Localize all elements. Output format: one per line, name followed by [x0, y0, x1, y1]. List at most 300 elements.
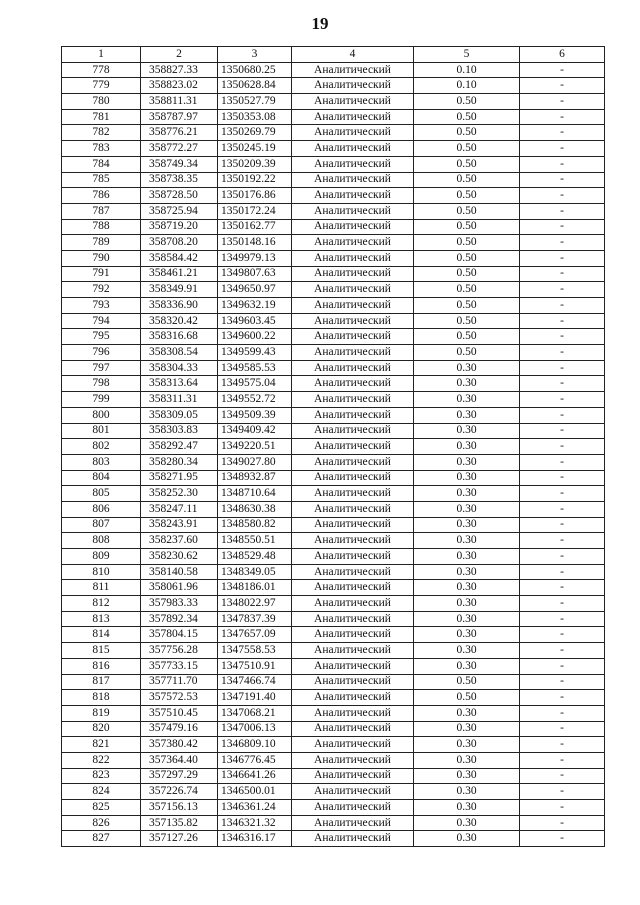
- table-row: [62, 219, 605, 235]
- table-row: [62, 313, 605, 329]
- cell-note: -: [520, 501, 605, 517]
- table-row: [62, 62, 605, 78]
- table-row: [62, 235, 605, 251]
- cell-method: Аналитический: [292, 658, 414, 674]
- cell-accuracy: 0.50: [414, 219, 520, 235]
- table-row: [62, 690, 605, 706]
- cell-method: Аналитический: [292, 282, 414, 298]
- cell-coord-y: 1349979.13: [218, 250, 292, 266]
- table-row: [62, 611, 605, 627]
- cell-note: -: [520, 125, 605, 141]
- cell-note: -: [520, 596, 605, 612]
- cell-method: Аналитический: [292, 768, 414, 784]
- table-row: [62, 454, 605, 470]
- cell-accuracy: 0.50: [414, 250, 520, 266]
- cell-note: -: [520, 407, 605, 423]
- cell-accuracy: 0.30: [414, 580, 520, 596]
- cell-method: Аналитический: [292, 376, 414, 392]
- cell-method: Аналитический: [292, 831, 414, 847]
- cell-point-number: 820: [62, 721, 141, 737]
- cell-coord-y: 1350192.22: [218, 172, 292, 188]
- cell-accuracy: 0.50: [414, 690, 520, 706]
- cell-accuracy: 0.30: [414, 501, 520, 517]
- cell-coord-x: 358725.94: [141, 203, 218, 219]
- cell-note: -: [520, 62, 605, 78]
- page-number: 19: [311, 14, 329, 33]
- cell-coord-y: 1348186.01: [218, 580, 292, 596]
- cell-coord-x: 358776.21: [141, 125, 218, 141]
- cell-note: -: [520, 705, 605, 721]
- cell-note: -: [520, 815, 605, 831]
- cell-accuracy: 0.30: [414, 737, 520, 753]
- cell-method: Аналитический: [292, 235, 414, 251]
- table-row: [62, 784, 605, 800]
- table-row: [62, 109, 605, 125]
- cell-coord-y: 1349575.04: [218, 376, 292, 392]
- cell-note: -: [520, 313, 605, 329]
- cell-method: Аналитический: [292, 125, 414, 141]
- cell-point-number: 778: [62, 62, 141, 78]
- table-row: [62, 580, 605, 596]
- table-row: [62, 172, 605, 188]
- cell-coord-x: 358584.42: [141, 250, 218, 266]
- cell-coord-x: 357510.45: [141, 705, 218, 721]
- cell-accuracy: 0.30: [414, 752, 520, 768]
- cell-method: Аналитический: [292, 156, 414, 172]
- table-row: [62, 815, 605, 831]
- header-col-1: 1: [62, 47, 141, 63]
- cell-accuracy: 0.50: [414, 172, 520, 188]
- cell-point-number: 812: [62, 596, 141, 612]
- cell-coord-x: 358309.05: [141, 407, 218, 423]
- cell-note: -: [520, 329, 605, 345]
- cell-point-number: 792: [62, 282, 141, 298]
- cell-coord-y: 1347466.74: [218, 674, 292, 690]
- cell-coord-y: 1350209.39: [218, 156, 292, 172]
- cell-accuracy: 0.30: [414, 486, 520, 502]
- cell-coord-x: 358252.30: [141, 486, 218, 502]
- cell-coord-x: 358772.27: [141, 141, 218, 157]
- cell-coord-y: 1349552.72: [218, 392, 292, 408]
- cell-coord-x: 357135.82: [141, 815, 218, 831]
- cell-point-number: 788: [62, 219, 141, 235]
- cell-method: Аналитический: [292, 486, 414, 502]
- cell-note: -: [520, 250, 605, 266]
- table-row: [62, 156, 605, 172]
- cell-accuracy: 0.50: [414, 674, 520, 690]
- table-row: [62, 392, 605, 408]
- cell-method: Аналитический: [292, 674, 414, 690]
- cell-coord-x: 357804.15: [141, 627, 218, 643]
- table-row: [62, 674, 605, 690]
- table-row: [62, 643, 605, 659]
- cell-accuracy: 0.30: [414, 517, 520, 533]
- cell-coord-x: 357297.29: [141, 768, 218, 784]
- cell-coord-x: 357127.26: [141, 831, 218, 847]
- table-row: [62, 470, 605, 486]
- cell-note: -: [520, 235, 605, 251]
- cell-method: Аналитический: [292, 266, 414, 282]
- cell-note: -: [520, 78, 605, 94]
- cell-coord-x: 358140.58: [141, 564, 218, 580]
- cell-point-number: 814: [62, 627, 141, 643]
- table-row: [62, 831, 605, 847]
- cell-note: -: [520, 439, 605, 455]
- cell-coord-y: 1348580.82: [218, 517, 292, 533]
- header-row: [62, 47, 605, 63]
- cell-method: Аналитический: [292, 643, 414, 659]
- cell-accuracy: 0.30: [414, 768, 520, 784]
- cell-coord-y: 1346316.17: [218, 831, 292, 847]
- cell-point-number: 826: [62, 815, 141, 831]
- cell-accuracy: 0.50: [414, 282, 520, 298]
- cell-accuracy: 0.30: [414, 376, 520, 392]
- table-row: [62, 486, 605, 502]
- table-row: [62, 423, 605, 439]
- cell-point-number: 782: [62, 125, 141, 141]
- cell-accuracy: 0.30: [414, 533, 520, 549]
- cell-accuracy: 0.50: [414, 125, 520, 141]
- cell-method: Аналитический: [292, 564, 414, 580]
- cell-note: -: [520, 752, 605, 768]
- cell-coord-x: 358247.11: [141, 501, 218, 517]
- cell-point-number: 781: [62, 109, 141, 125]
- cell-point-number: 795: [62, 329, 141, 345]
- cell-method: Аналитический: [292, 172, 414, 188]
- cell-point-number: 797: [62, 360, 141, 376]
- cell-note: -: [520, 298, 605, 314]
- cell-coord-x: 358308.54: [141, 345, 218, 361]
- table-row: [62, 203, 605, 219]
- cell-accuracy: 0.30: [414, 470, 520, 486]
- cell-accuracy: 0.50: [414, 94, 520, 110]
- cell-accuracy: 0.50: [414, 266, 520, 282]
- cell-coord-y: 1349603.45: [218, 313, 292, 329]
- cell-coord-x: 358311.31: [141, 392, 218, 408]
- cell-note: -: [520, 643, 605, 659]
- cell-coord-y: 1348529.48: [218, 549, 292, 565]
- table-row: [62, 266, 605, 282]
- cell-coord-x: 358827.33: [141, 62, 218, 78]
- cell-accuracy: 0.30: [414, 721, 520, 737]
- cell-point-number: 800: [62, 407, 141, 423]
- cell-point-number: 805: [62, 486, 141, 502]
- header-col-6: 6: [520, 47, 605, 63]
- cell-point-number: 791: [62, 266, 141, 282]
- cell-coord-y: 1348630.38: [218, 501, 292, 517]
- cell-note: -: [520, 721, 605, 737]
- cell-method: Аналитический: [292, 627, 414, 643]
- cell-note: -: [520, 627, 605, 643]
- cell-method: Аналитический: [292, 423, 414, 439]
- cell-accuracy: 0.30: [414, 611, 520, 627]
- cell-note: -: [520, 172, 605, 188]
- cell-point-number: 818: [62, 690, 141, 706]
- cell-note: -: [520, 737, 605, 753]
- cell-coord-x: 357364.40: [141, 752, 218, 768]
- cell-method: Аналитический: [292, 815, 414, 831]
- cell-note: -: [520, 203, 605, 219]
- cell-method: Аналитический: [292, 752, 414, 768]
- cell-point-number: 819: [62, 705, 141, 721]
- cell-point-number: 789: [62, 235, 141, 251]
- cell-coord-y: 1349807.63: [218, 266, 292, 282]
- cell-coord-y: 1347837.39: [218, 611, 292, 627]
- cell-coord-x: 358320.42: [141, 313, 218, 329]
- table-row: [62, 658, 605, 674]
- cell-coord-x: 358271.95: [141, 470, 218, 486]
- cell-method: Аналитический: [292, 407, 414, 423]
- cell-note: -: [520, 266, 605, 282]
- table-row: [62, 752, 605, 768]
- cell-coord-x: 357156.13: [141, 800, 218, 816]
- cell-note: -: [520, 580, 605, 596]
- cell-method: Аналитический: [292, 392, 414, 408]
- cell-coord-x: 358336.90: [141, 298, 218, 314]
- cell-note: -: [520, 800, 605, 816]
- cell-method: Аналитический: [292, 549, 414, 565]
- cell-coord-y: 1350245.19: [218, 141, 292, 157]
- table-row: [62, 627, 605, 643]
- table-row: [62, 705, 605, 721]
- cell-coord-y: 1349650.97: [218, 282, 292, 298]
- cell-accuracy: 0.30: [414, 360, 520, 376]
- cell-coord-y: 1349585.53: [218, 360, 292, 376]
- table-row: [62, 188, 605, 204]
- cell-method: Аналитический: [292, 721, 414, 737]
- cell-note: -: [520, 674, 605, 690]
- cell-accuracy: 0.30: [414, 705, 520, 721]
- cell-point-number: 804: [62, 470, 141, 486]
- cell-point-number: 808: [62, 533, 141, 549]
- cell-method: Аналитический: [292, 439, 414, 455]
- cell-accuracy: 0.50: [414, 109, 520, 125]
- cell-point-number: 784: [62, 156, 141, 172]
- cell-method: Аналитический: [292, 596, 414, 612]
- cell-coord-y: 1348550.51: [218, 533, 292, 549]
- cell-note: -: [520, 282, 605, 298]
- cell-point-number: 827: [62, 831, 141, 847]
- cell-point-number: 810: [62, 564, 141, 580]
- cell-coord-y: 1348022.97: [218, 596, 292, 612]
- cell-method: Аналитический: [292, 345, 414, 361]
- table-row: [62, 376, 605, 392]
- cell-accuracy: 0.30: [414, 643, 520, 659]
- cell-note: -: [520, 658, 605, 674]
- cell-method: Аналитический: [292, 203, 414, 219]
- cell-note: -: [520, 517, 605, 533]
- table-row: [62, 298, 605, 314]
- cell-accuracy: 0.50: [414, 345, 520, 361]
- cell-method: Аналитический: [292, 470, 414, 486]
- cell-note: -: [520, 109, 605, 125]
- cell-coord-y: 1349027.80: [218, 454, 292, 470]
- table-row: [62, 737, 605, 753]
- cell-coord-y: 1349220.51: [218, 439, 292, 455]
- cell-accuracy: 0.30: [414, 815, 520, 831]
- cell-coord-y: 1347558.53: [218, 643, 292, 659]
- cell-method: Аналитический: [292, 737, 414, 753]
- cell-point-number: 811: [62, 580, 141, 596]
- cell-method: Аналитический: [292, 94, 414, 110]
- cell-coord-x: 358738.35: [141, 172, 218, 188]
- table-row: [62, 78, 605, 94]
- cell-coord-x: 358304.33: [141, 360, 218, 376]
- cell-note: -: [520, 549, 605, 565]
- cell-coord-x: 357733.15: [141, 658, 218, 674]
- cell-coord-x: 357380.42: [141, 737, 218, 753]
- cell-coord-y: 1350148.16: [218, 235, 292, 251]
- cell-point-number: 796: [62, 345, 141, 361]
- cell-coord-x: 357226.74: [141, 784, 218, 800]
- cell-method: Аналитический: [292, 360, 414, 376]
- cell-accuracy: 0.30: [414, 658, 520, 674]
- coordinates-table: [61, 46, 605, 847]
- cell-coord-y: 1347006.13: [218, 721, 292, 737]
- table-row: [62, 407, 605, 423]
- cell-point-number: 793: [62, 298, 141, 314]
- cell-accuracy: 0.50: [414, 313, 520, 329]
- table-row: [62, 564, 605, 580]
- cell-method: Аналитический: [292, 188, 414, 204]
- cell-point-number: 785: [62, 172, 141, 188]
- cell-coord-x: 358292.47: [141, 439, 218, 455]
- cell-coord-x: 358749.34: [141, 156, 218, 172]
- table-row: [62, 329, 605, 345]
- cell-note: -: [520, 470, 605, 486]
- cell-method: Аналитический: [292, 580, 414, 596]
- cell-point-number: 821: [62, 737, 141, 753]
- cell-coord-x: 358061.96: [141, 580, 218, 596]
- cell-coord-x: 357572.53: [141, 690, 218, 706]
- cell-point-number: 824: [62, 784, 141, 800]
- cell-accuracy: 0.30: [414, 423, 520, 439]
- cell-method: Аналитический: [292, 800, 414, 816]
- cell-coord-y: 1346321.32: [218, 815, 292, 831]
- table-row: [62, 517, 605, 533]
- cell-coord-y: 1350680.25: [218, 62, 292, 78]
- cell-coord-x: 358230.62: [141, 549, 218, 565]
- cell-accuracy: 0.50: [414, 188, 520, 204]
- cell-coord-x: 357479.16: [141, 721, 218, 737]
- cell-accuracy: 0.50: [414, 203, 520, 219]
- cell-point-number: 825: [62, 800, 141, 816]
- cell-method: Аналитический: [292, 690, 414, 706]
- table-row: [62, 360, 605, 376]
- cell-point-number: 780: [62, 94, 141, 110]
- cell-coord-y: 1346641.26: [218, 768, 292, 784]
- cell-method: Аналитический: [292, 454, 414, 470]
- cell-accuracy: 0.30: [414, 627, 520, 643]
- cell-point-number: 783: [62, 141, 141, 157]
- cell-coord-y: 1350527.79: [218, 94, 292, 110]
- table-row: [62, 533, 605, 549]
- cell-method: Аналитический: [292, 517, 414, 533]
- cell-point-number: 779: [62, 78, 141, 94]
- cell-accuracy: 0.30: [414, 784, 520, 800]
- cell-coord-x: 358303.83: [141, 423, 218, 439]
- cell-note: -: [520, 360, 605, 376]
- cell-note: -: [520, 423, 605, 439]
- cell-accuracy: 0.30: [414, 564, 520, 580]
- cell-coord-x: 358811.31: [141, 94, 218, 110]
- cell-coord-y: 1346776.45: [218, 752, 292, 768]
- cell-note: -: [520, 784, 605, 800]
- cell-point-number: 817: [62, 674, 141, 690]
- cell-accuracy: 0.50: [414, 329, 520, 345]
- cell-coord-y: 1349409.42: [218, 423, 292, 439]
- cell-coord-y: 1348932.87: [218, 470, 292, 486]
- cell-method: Аналитический: [292, 705, 414, 721]
- table-row: [62, 282, 605, 298]
- table-row: [62, 94, 605, 110]
- cell-coord-y: 1348710.64: [218, 486, 292, 502]
- cell-note: -: [520, 690, 605, 706]
- cell-accuracy: 0.10: [414, 62, 520, 78]
- cell-point-number: 801: [62, 423, 141, 439]
- cell-coord-x: 358237.60: [141, 533, 218, 549]
- cell-coord-x: 358728.50: [141, 188, 218, 204]
- table-row: [62, 501, 605, 517]
- table-row: [62, 721, 605, 737]
- cell-note: -: [520, 376, 605, 392]
- cell-point-number: 798: [62, 376, 141, 392]
- cell-accuracy: 0.30: [414, 831, 520, 847]
- cell-point-number: 806: [62, 501, 141, 517]
- cell-coord-x: 357892.34: [141, 611, 218, 627]
- cell-method: Аналитический: [292, 250, 414, 266]
- cell-note: -: [520, 141, 605, 157]
- cell-method: Аналитический: [292, 109, 414, 125]
- cell-coord-y: 1347657.09: [218, 627, 292, 643]
- cell-point-number: 787: [62, 203, 141, 219]
- cell-accuracy: 0.30: [414, 800, 520, 816]
- cell-method: Аналитический: [292, 78, 414, 94]
- cell-coord-x: 358313.64: [141, 376, 218, 392]
- cell-note: -: [520, 831, 605, 847]
- cell-coord-x: 358316.68: [141, 329, 218, 345]
- cell-accuracy: 0.30: [414, 392, 520, 408]
- cell-note: -: [520, 345, 605, 361]
- cell-note: -: [520, 486, 605, 502]
- table-row: [62, 596, 605, 612]
- cell-coord-y: 1349600.22: [218, 329, 292, 345]
- cell-coord-y: 1347510.91: [218, 658, 292, 674]
- table-row: [62, 345, 605, 361]
- cell-accuracy: 0.30: [414, 596, 520, 612]
- cell-coord-x: 358787.97: [141, 109, 218, 125]
- cell-note: -: [520, 392, 605, 408]
- cell-point-number: 794: [62, 313, 141, 329]
- cell-point-number: 813: [62, 611, 141, 627]
- cell-point-number: 790: [62, 250, 141, 266]
- cell-note: -: [520, 611, 605, 627]
- cell-method: Аналитический: [292, 141, 414, 157]
- cell-note: -: [520, 564, 605, 580]
- cell-note: -: [520, 156, 605, 172]
- table-body: [62, 62, 605, 846]
- table-row: [62, 141, 605, 157]
- cell-coord-x: 357983.33: [141, 596, 218, 612]
- cell-method: Аналитический: [292, 62, 414, 78]
- cell-point-number: 816: [62, 658, 141, 674]
- table-row: [62, 250, 605, 266]
- cell-coord-y: 1346500.01: [218, 784, 292, 800]
- cell-note: -: [520, 454, 605, 470]
- cell-accuracy: 0.50: [414, 298, 520, 314]
- table-row: [62, 439, 605, 455]
- cell-coord-y: 1346361.24: [218, 800, 292, 816]
